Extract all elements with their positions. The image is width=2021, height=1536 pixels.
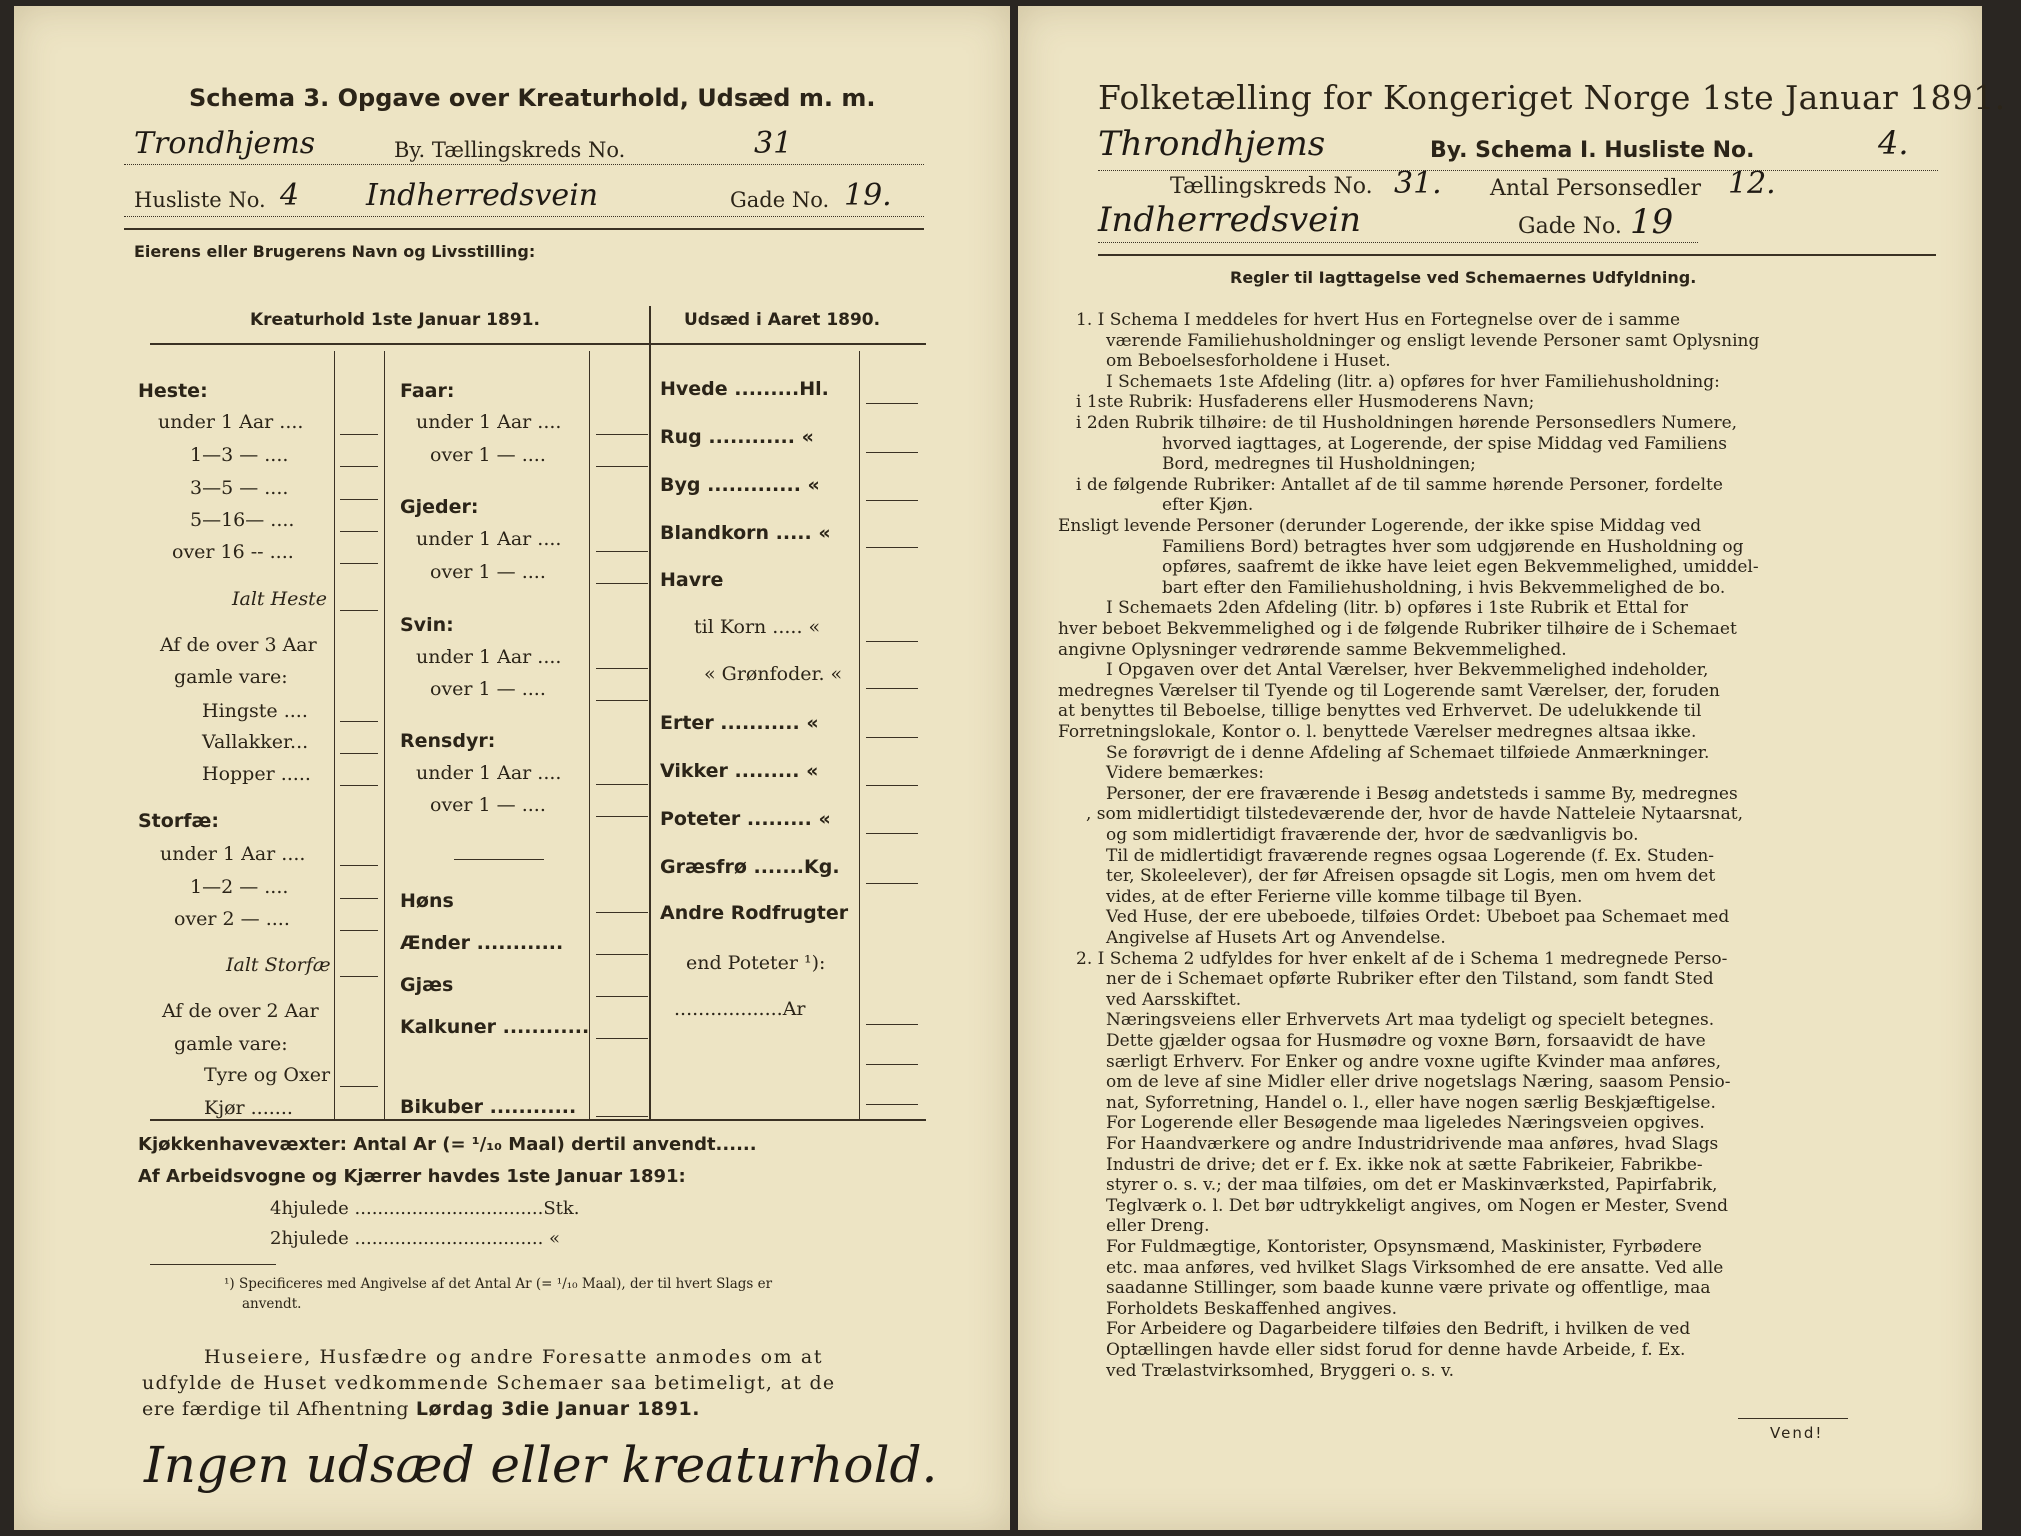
notice-text: ere færdige til Afhentning — [142, 1398, 410, 1420]
gjaes-label: Gjæs — [400, 974, 454, 996]
rule-line: Til de midlertidigt fraværende regnes ogsaa Logerende (f. Ex. Studen- — [1106, 845, 1715, 866]
rule-line: nat, Syforretning, Handel o. l., eller have nogen særlig Beskjæftigelse. — [1106, 1092, 1716, 1113]
hvede-row: Hvede .........Hl. — [660, 378, 829, 400]
husliste-handwritten: 4 — [280, 178, 300, 213]
kreatur-header: Kreaturhold 1ste Januar 1891. — [250, 310, 540, 330]
rule-line: For Arbeidere og Dagarbeidere tilføies den Bedrift, i hvilken de ved — [1106, 1319, 1691, 1340]
graesfro-row: Græsfrø .......Kg. — [660, 856, 840, 878]
rule-line: ved Aarsskiftet. — [1106, 989, 1242, 1010]
heste-label: Heste: — [138, 380, 208, 402]
rule-line: Videre bemærkes: — [1106, 763, 1264, 784]
rule-line: vides, at de efter Ferierne ville komme tilbage til Byen. — [1106, 886, 1583, 907]
rule-line: For Haandværkere og andre Industridrivende maa anføres, hvad Slags — [1106, 1134, 1719, 1154]
col2-row: under 1 Aar .... — [416, 646, 562, 668]
right-gade-label: Gade No. — [1518, 214, 1622, 239]
storfae-label: Storfæ: — [138, 810, 219, 832]
col1-row: Tyre og Oxer — [204, 1064, 331, 1086]
rule-line: I Opgaven over det Antal Værelser, hver Bekvemmelighed indeholder, — [1106, 660, 1709, 681]
rule-line: For Logerende eller Besøgende maa ligeledes Næringsveien opgives. — [1106, 1113, 1705, 1134]
rule-line: Bord, medregnes til Husholdningen; — [1162, 454, 1476, 475]
right-page — [1018, 6, 2006, 1530]
handwritten-note: Ingen udsæd eller kreaturhold. — [144, 1436, 938, 1494]
col1-row: Kjør ....... — [204, 1097, 293, 1119]
end-poteter: end Poteter ¹): — [686, 952, 826, 974]
rule-line: Ensligt levende Personer (derunder Logerende, der ikke spise Middag ved — [1058, 516, 1702, 536]
gronfoder-row: « Grønfoder. « — [704, 663, 843, 685]
aender-label: Ænder ............ — [400, 932, 564, 954]
blandkorn-row: Blandkorn ..... « — [660, 522, 831, 544]
col1-row: 5—16— .... — [190, 509, 295, 531]
rule-line: For Fuldmægtige, Kontorister, Opsynsmænd, Maskinister, Fyrbødere — [1106, 1237, 1702, 1257]
col1-row: Vallakker... — [202, 731, 309, 753]
street-handwritten: Indherredsvein — [366, 178, 599, 213]
col1-row: Hingste .... — [202, 700, 308, 722]
rule-line: Ved Huse, der ere ubeboede, tilføies Ordet: Ubeboet paa Schemaet med — [1106, 907, 1730, 928]
rule-line: ter, Skoleelever), der før Afreisen opsagde sit Logis, men om hvem det — [1106, 866, 1716, 887]
rule-line: ner de i Schemaet opførte Rubriker efter den Tilstand, som fandt Sted — [1106, 969, 1714, 990]
vend: Vend! — [1770, 1424, 1824, 1442]
rule-line: medregnes Værelser til Tyende og til Logerende samt Værelser, der, foruden — [1058, 680, 1720, 701]
col1-row: under 1 Aar .... — [160, 843, 306, 865]
notice-line2: udfylde de Huset vedkommende Schemaer saa betimeligt, at de — [142, 1372, 836, 1394]
rule-line: etc. maa anføres, ved hvilket Slags Virksomhed de ere ansatte. Ved alle — [1106, 1257, 1724, 1278]
col2-row: over 1 — .... — [430, 678, 546, 700]
rule-line: Angivelse af Husets Art og Anvendelse. — [1106, 928, 1446, 948]
census-title: Folketælling for Kongeriget Norge 1ste Januar 1891. — [1098, 78, 2006, 117]
right-city-handwritten: Throndhjems — [1098, 124, 1326, 164]
gjeder-label: Gjeder: — [400, 496, 479, 518]
notice-date: Lørdag 3die Januar 1891. — [415, 1398, 701, 1420]
col2-row: under 1 Aar .... — [416, 762, 562, 784]
gade-handwritten: 19. — [844, 178, 892, 213]
rule-line: opføres, saafremt de ikke have leiet egen Bekvemmelighed, umiddel- — [1162, 557, 1759, 578]
rensdyr-label: Rensdyr: — [400, 730, 496, 752]
right-kreds-handwritten: 31. — [1394, 166, 1442, 201]
rule-line: saadanne Stillinger, som baade kunne være private og offentlige, maa — [1106, 1278, 1711, 1299]
rule-line: i 1ste Rubrik: Husfaderens eller Husmoderens Navn; — [1076, 392, 1535, 413]
city-handwritten: Trondhjems — [134, 126, 316, 161]
footnote-line2: anvendt. — [242, 1296, 302, 1312]
rules-title: Regler til Iagttagelse ved Schemaernes Udfyldning. — [1230, 268, 1697, 287]
poteter-row: Poteter ......... « — [660, 808, 831, 830]
rule-line: Dette gjælder ogsaa for Husmødre og voxne Børn, forsaavidt de have — [1106, 1031, 1706, 1051]
rule-line: angivne Oplysninger vedrørende samme Bekvemmelighed. — [1058, 639, 1567, 660]
hons-label: Høns — [400, 890, 454, 912]
notice-line3 — [142, 1398, 700, 1420]
rule-line: eller Dreng. — [1106, 1216, 1210, 1237]
col2-row: over 1 — .... — [430, 561, 546, 583]
rule-line: og som midlertidigt fraværende der, hvor de sædvanligvis bo. — [1106, 825, 1639, 845]
col2-row: under 1 Aar .... — [416, 411, 562, 433]
hjul4-row: 4hjulede .................................Stk. — [270, 1198, 580, 1219]
by-schema-label: By. Schema I. Husliste No. — [1430, 138, 1755, 163]
rule-line: i 2den Rubrik tilhøire: de til Husholdningen hørende Personsedlers Numere, — [1076, 413, 1738, 433]
col1-row: 1—2 — .... — [190, 876, 289, 898]
kjokkenhave: Kjøkkenhavevæxter: Antal Ar (= ¹/₁₀ Maal) dertil anvendt...... — [138, 1134, 757, 1155]
rule-line: i de følgende Rubriker: Antallet af de til samme hørende Personer, fordelte — [1076, 474, 1723, 495]
rule-line: Forretningslokale, Kontor o. l. benyttede Værelser medregnes altsaa ikke. — [1058, 722, 1697, 742]
rule-line: , som midlertidigt tilstedeværende der, hvor de havde Natteleie Nytaarsnat, — [1086, 804, 1743, 825]
schema3-title: Schema 3. Opgave over Kreaturhold, Udsæd m. m. — [189, 84, 876, 112]
rule-line: hvorved iagttages, at Logerende, der spise Middag ved Familiens — [1162, 433, 1727, 454]
col1-row: under 1 Aar .... — [158, 411, 304, 433]
vikker-row: Vikker ......... « — [660, 760, 819, 782]
udsaed-header: Udsæd i Aaret 1890. — [684, 310, 881, 330]
rule-line: styrer o. s. v.; der maa tilføies, om det er Maskinværksted, Papirfabrik, — [1106, 1175, 1718, 1196]
left-page — [14, 6, 1010, 1530]
col1-row: 1—3 — .... — [190, 444, 289, 466]
rule-line: Teglværk o. l. Det bør udtrykkeligt angives, om Nogen er Mester, Svend — [1106, 1195, 1729, 1216]
kreds-handwritten: 31 — [754, 126, 793, 161]
rule-line: Industri de drive; det er f. Ex. ikke nok at sætte Fabrikeier, Fabrikbe- — [1106, 1154, 1703, 1175]
havre-label: Havre — [660, 569, 724, 591]
rule-line: I Schemaets 2den Afdeling (litr. b) opføres i 1ste Rubrik et Ettal for — [1106, 598, 1688, 619]
rule-line: værende Familiehusholdninger og ensligt levende Personer samt Oplysning — [1106, 330, 1760, 351]
rug-row: Rug ............ « — [660, 426, 814, 448]
col2-row: under 1 Aar .... — [416, 528, 562, 550]
rule-line: ved Trælastvirksomhed, Bryggeri o. s. v. — [1106, 1360, 1455, 1381]
antal-handwritten: 12. — [1728, 166, 1776, 201]
arbeidsvogne: Af Arbeidsvogne og Kjærrer havdes 1ste Januar 1891: — [138, 1166, 686, 1187]
rule-line: I Schemaets 1ste Afdeling (litr. a) opføres for hver Familiehusholdning: — [1106, 371, 1720, 392]
rule-line: 2. I Schema 2 udfyldes for hver enkelt af de i Schema 1 medregnede Perso- — [1076, 948, 1728, 969]
svin-label: Svin: — [400, 614, 454, 636]
rule-line: Se forøvrigt de i denne Afdeling af Schemaet tilføiede Anmærkninger. — [1106, 742, 1710, 763]
right-gade-handwritten: 19 — [1630, 202, 1674, 242]
rule-line: Optællingen havde eller sidst forud for denne havde Arbeide, f. Ex. — [1106, 1340, 1686, 1360]
rule-line: Personer, der ere fraværende i Besøg andetsteds i samme By, medregnes — [1106, 783, 1738, 804]
gade-label: Gade No. — [730, 188, 830, 212]
hjul2-row: 2hjulede ................................. « — [270, 1228, 561, 1249]
antal-label: Antal Personsedler — [1490, 176, 1702, 201]
rule-line: bart efter den Familiehusholdning, i hvis Bekvemmelighed de bo. — [1162, 577, 1726, 598]
owner-label: Eierens eller Brugerens Navn og Livsstilling: — [134, 242, 536, 261]
ialt-heste: Ialt Heste — [232, 588, 328, 610]
rule-line: at benyttes til Beboelse, tillige benyttes ved Erhvervet. De udelukkende til — [1058, 701, 1702, 722]
ar-row: ..................Ar — [674, 998, 806, 1020]
husliste-label: Husliste No. — [134, 188, 266, 212]
rule-line: Næringsveiens eller Erhvervets Art maa tydeligt og specielt betegnes. — [1106, 1010, 1715, 1031]
col1-row: Hopper ..... — [202, 763, 311, 785]
rule-line: efter Kjøn. — [1162, 495, 1254, 516]
col1-row: over 16 -- .... — [172, 541, 294, 563]
rule-line: særligt Erhverv. For Enker og andre voxne ugifte Kvinder maa anføres, — [1106, 1051, 1722, 1072]
faar-label: Faar: — [400, 380, 455, 402]
ialt-storfae: Ialt Storfæ — [226, 954, 331, 976]
rule-line: 1. I Schema I meddeles for hvert Hus en Fortegnelse over de i samme — [1076, 310, 1681, 330]
rule-line: hver beboet Bekvemmelighed og i de følgende Rubriker tilhøire de i Schemaet — [1058, 619, 1737, 639]
rule-line: Forholdets Beskaffenhed angives. — [1106, 1298, 1398, 1319]
byg-row: Byg ............. « — [660, 474, 820, 496]
col2-row: over 1 — .... — [430, 444, 546, 466]
col1-row: over 2 — .... — [174, 908, 290, 930]
right-husliste-handwritten: 4. — [1878, 124, 1909, 162]
by-label: By. Tællingskreds No. — [394, 138, 626, 162]
kalkuner-label: Kalkuner ............ — [400, 1016, 590, 1038]
footnote-line1: ¹) Specificeres med Angivelse af det Antal Ar (= ¹/₁₀ Maal), der til hvert Slags er — [224, 1276, 773, 1292]
col1-row: gamle vare: — [174, 1033, 288, 1055]
andre-rodfrugter: Andre Rodfrugter — [660, 902, 849, 924]
bikuber-label: Bikuber ............ — [400, 1096, 577, 1118]
til-korn-row: til Korn ..... « — [694, 616, 821, 638]
col1-row: 3—5 — .... — [190, 477, 289, 499]
rule-line: Familiens Bord) betragtes hver som udgjørende en Husholdning og — [1162, 536, 1744, 557]
col1-row: gamle vare: — [174, 666, 288, 688]
right-kreds-label: Tællingskreds No. — [1170, 174, 1373, 199]
col2-row: over 1 — .... — [430, 794, 546, 816]
right-street-handwritten: Indherredsvein — [1098, 200, 1362, 240]
col1-row: Af de over 2 Aar — [162, 1000, 319, 1022]
notice-line1: Huseiere, Husfædre og andre Foresatte anmodes om at — [204, 1346, 824, 1368]
rule-line: om de leve af sine Midler eller drive nogetslags Næring, saasom Pensio- — [1106, 1072, 1731, 1093]
rule-line: om Beboelsesforholdene i Huset. — [1106, 351, 1391, 372]
erter-row: Erter ........... « — [660, 712, 819, 734]
col1-row: Af de over 3 Aar — [160, 634, 317, 656]
